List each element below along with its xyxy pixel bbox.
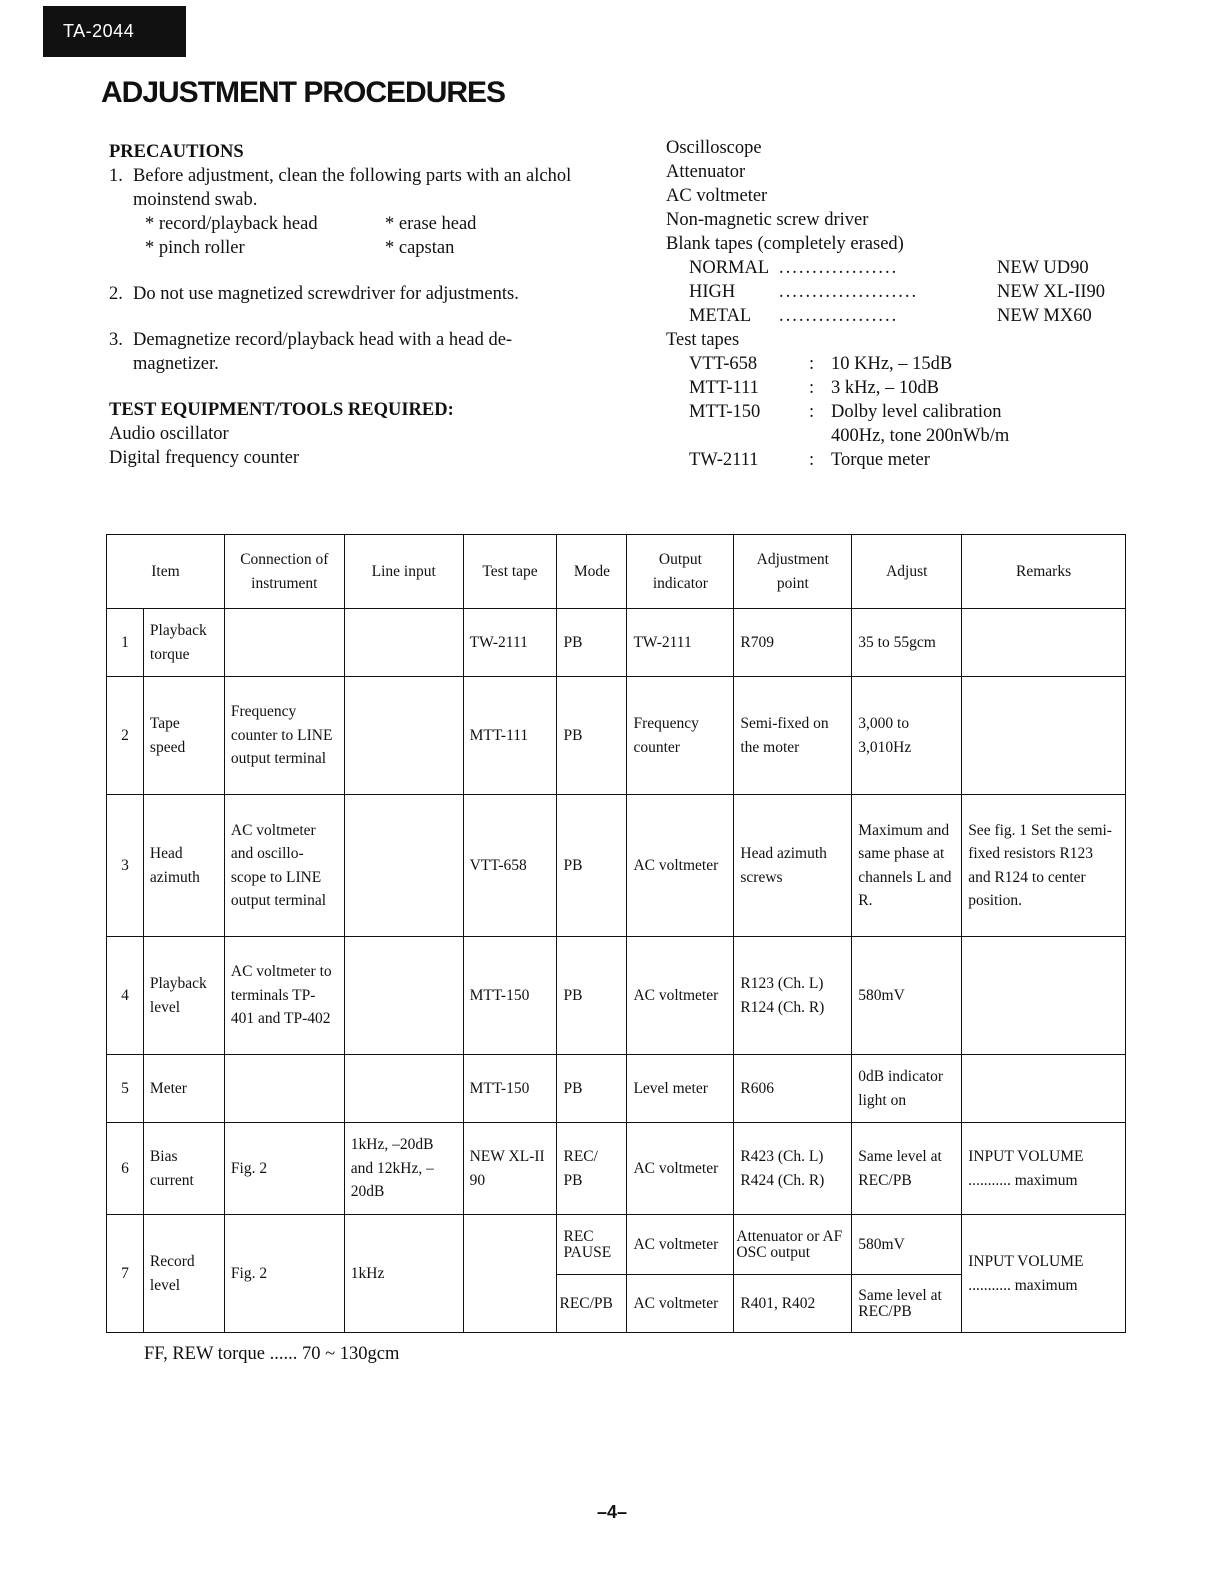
row-point: R709 xyxy=(734,609,852,677)
part-item: * record/playback head xyxy=(145,214,318,234)
test-tapes-label: Test tapes xyxy=(666,330,740,350)
row-item: Bias current xyxy=(143,1123,224,1215)
footnote: FF, REW torque ...... 70 ~ 130gcm xyxy=(144,1344,400,1364)
equipment-heading: TEST EQUIPMENT/TOOLS REQUIRED: xyxy=(109,400,454,420)
row-line-input: 1kHz xyxy=(344,1215,463,1333)
row-test-tape: NEW XL-II 90 xyxy=(463,1123,557,1215)
row-num: 4 xyxy=(107,937,144,1055)
table-header-row xyxy=(107,535,1126,609)
row-num: 1 xyxy=(107,609,144,677)
model-tab: TA-2044 xyxy=(43,6,186,57)
part-item: * capstan xyxy=(385,238,455,258)
equipment-item: Blank tapes (completely erased) xyxy=(666,234,904,254)
row-line-input xyxy=(344,1055,463,1123)
row-adjust: 580mV xyxy=(852,937,962,1055)
page-number: –4– xyxy=(596,1502,628,1522)
row-adjust: Same level at REC/PB xyxy=(852,1123,962,1215)
row-test-tape: TW-2111 xyxy=(463,609,557,677)
row-remarks xyxy=(962,937,1126,1055)
row-remarks: INPUT VOLUME ........... maximum xyxy=(962,1123,1126,1215)
row-line-input xyxy=(344,795,463,937)
row-mode: REC/ PB xyxy=(557,1123,627,1215)
row-adjust: Same level at REC/PB xyxy=(852,1275,962,1333)
row-item: Playback level xyxy=(143,937,224,1055)
row-test-tape: MTT-150 xyxy=(463,1055,557,1123)
header-connection: Connection of instrument xyxy=(224,535,344,609)
header-adjustment-point: Adjustment point xyxy=(734,535,852,609)
row-output: TW-2111 xyxy=(627,609,734,677)
row-remarks xyxy=(962,1055,1126,1123)
header-item: Item xyxy=(107,535,225,609)
row-connection xyxy=(224,1055,344,1123)
row-item: Tape speed xyxy=(143,677,224,795)
row-point: R606 xyxy=(734,1055,852,1123)
header-test-tape: Test tape xyxy=(463,535,557,609)
parts-list xyxy=(145,212,579,260)
row-line-input xyxy=(344,609,463,677)
row-mode: REC/PB xyxy=(557,1275,627,1333)
row-output: AC voltmeter xyxy=(627,1275,734,1333)
header-output: Output indicator xyxy=(627,535,734,609)
equipment-item: Audio oscillator xyxy=(109,424,229,444)
row-mode: PB xyxy=(557,795,627,937)
row-mode: PB xyxy=(557,937,627,1055)
row-remarks xyxy=(962,609,1126,677)
row-num: 2 xyxy=(107,677,144,795)
row-mode: PB xyxy=(557,1055,627,1123)
row-point: R401, R402 xyxy=(734,1275,852,1333)
row-mode: PB xyxy=(557,609,627,677)
row-num: 7 xyxy=(107,1215,144,1333)
row-point: R123 (Ch. L) R124 (Ch. R) xyxy=(734,937,852,1055)
header-mode: Mode xyxy=(557,535,627,609)
equipment-item: AC voltmeter xyxy=(666,186,768,206)
test-tape-row: MTT-150 : Dolby level calibration xyxy=(689,402,1002,422)
table-row xyxy=(107,1123,1126,1215)
table-row xyxy=(107,1215,1126,1275)
row-connection: AC voltmeter and oscillo-scope to LINE output terminal xyxy=(224,795,344,937)
part-item: * erase head xyxy=(385,214,477,234)
row-connection xyxy=(224,609,344,677)
table-row xyxy=(107,677,1126,795)
row-num: 3 xyxy=(107,795,144,937)
table-row xyxy=(107,795,1126,937)
row-output: AC voltmeter xyxy=(627,1123,734,1215)
row-output: AC voltmeter xyxy=(627,1215,734,1275)
row-adjust: 3,000 to 3,010Hz xyxy=(852,677,962,795)
header-line-input: Line input xyxy=(344,535,463,609)
row-test-tape: MTT-150 xyxy=(463,937,557,1055)
test-tape-row: 400Hz, tone 200nWb/m xyxy=(831,426,1010,446)
row-adjust: 0dB indicator light on xyxy=(852,1055,962,1123)
row-item: Meter xyxy=(143,1055,224,1123)
equipment-item: Attenuator xyxy=(666,162,746,182)
row-point: Semi-fixed on the moter xyxy=(734,677,852,795)
row-connection: Fig. 2 xyxy=(224,1215,344,1333)
row-item: Record level xyxy=(143,1215,224,1333)
precaution-item: 2. Do not use magnetized screwdriver for adjustments. xyxy=(109,284,519,304)
row-remarks: See fig. 1 Set the semi-fixed resistors R123 and R124 to center position. xyxy=(962,795,1126,937)
row-adjust: 35 to 55gcm xyxy=(852,609,962,677)
page-title: ADJUSTMENT PROCEDURES xyxy=(101,76,506,109)
precautions-heading: PRECAUTIONS xyxy=(109,142,244,162)
row-remarks: INPUT VOLUME ........... maximum xyxy=(962,1215,1126,1333)
row-test-tape xyxy=(463,1215,557,1333)
row-mode: REC PAUSE xyxy=(557,1215,627,1275)
row-adjust: Maximum and same phase at channels L and R. xyxy=(852,795,962,937)
row-output: AC voltmeter xyxy=(627,795,734,937)
equipment-item: Digital frequency counter xyxy=(109,448,300,468)
part-item: * pinch roller xyxy=(145,238,245,258)
test-tape-row: MTT-111 : 3 kHz, – 10dB xyxy=(689,378,939,398)
table-row xyxy=(107,937,1126,1055)
row-adjust: 580mV xyxy=(852,1215,962,1275)
row-remarks xyxy=(962,677,1126,795)
row-connection: Frequency counter to LINE output terminal xyxy=(224,677,344,795)
test-tape-row: TW-2111 : Torque meter xyxy=(689,450,930,470)
row-num: 6 xyxy=(107,1123,144,1215)
equipment-item: Non-magnetic screw driver xyxy=(666,210,869,230)
row-item: Head azimuth xyxy=(143,795,224,937)
row-output: Frequency counter xyxy=(627,677,734,795)
row-output: AC voltmeter xyxy=(627,937,734,1055)
blank-tape-row: METAL .................. NEW MX60 xyxy=(689,306,1092,326)
row-test-tape: MTT-111 xyxy=(463,677,557,795)
precautions-list xyxy=(109,164,579,212)
row-line-input: 1kHz, –20dB and 12kHz, –20dB xyxy=(344,1123,463,1215)
precaution-item: 3. Demagnetize record/playback head with a head de-magnetizer. xyxy=(109,330,513,374)
row-point: Attenuator or AF OSC output xyxy=(734,1215,852,1275)
row-item: Playback torque xyxy=(143,609,224,677)
table-row xyxy=(107,1055,1126,1123)
equipment-item: Oscilloscope xyxy=(666,138,762,158)
blank-tape-row: NORMAL .................. NEW UD90 xyxy=(689,258,1089,278)
table-row xyxy=(107,609,1126,677)
equipment-list-right xyxy=(666,136,1126,472)
row-point: R423 (Ch. L) R424 (Ch. R) xyxy=(734,1123,852,1215)
precautions-section xyxy=(109,140,579,470)
row-connection: AC voltmeter to terminals TP-401 and TP-402 xyxy=(224,937,344,1055)
adjustment-table xyxy=(106,534,1126,1333)
test-tape-row: VTT-658 : 10 KHz, – 15dB xyxy=(689,354,953,374)
row-point: Head azimuth screws xyxy=(734,795,852,937)
row-num: 5 xyxy=(107,1055,144,1123)
blank-tape-row: HIGH ..................... NEW XL-II90 xyxy=(689,282,1106,302)
row-line-input xyxy=(344,677,463,795)
row-output: Level meter xyxy=(627,1055,734,1123)
row-line-input xyxy=(344,937,463,1055)
header-remarks: Remarks xyxy=(962,535,1126,609)
row-connection: Fig. 2 xyxy=(224,1123,344,1215)
row-test-tape: VTT-658 xyxy=(463,795,557,937)
row-mode: PB xyxy=(557,677,627,795)
header-adjust: Adjust xyxy=(852,535,962,609)
precaution-item: 1. Before adjustment, clean the following parts with an alchol moinstend swab. xyxy=(109,166,572,210)
